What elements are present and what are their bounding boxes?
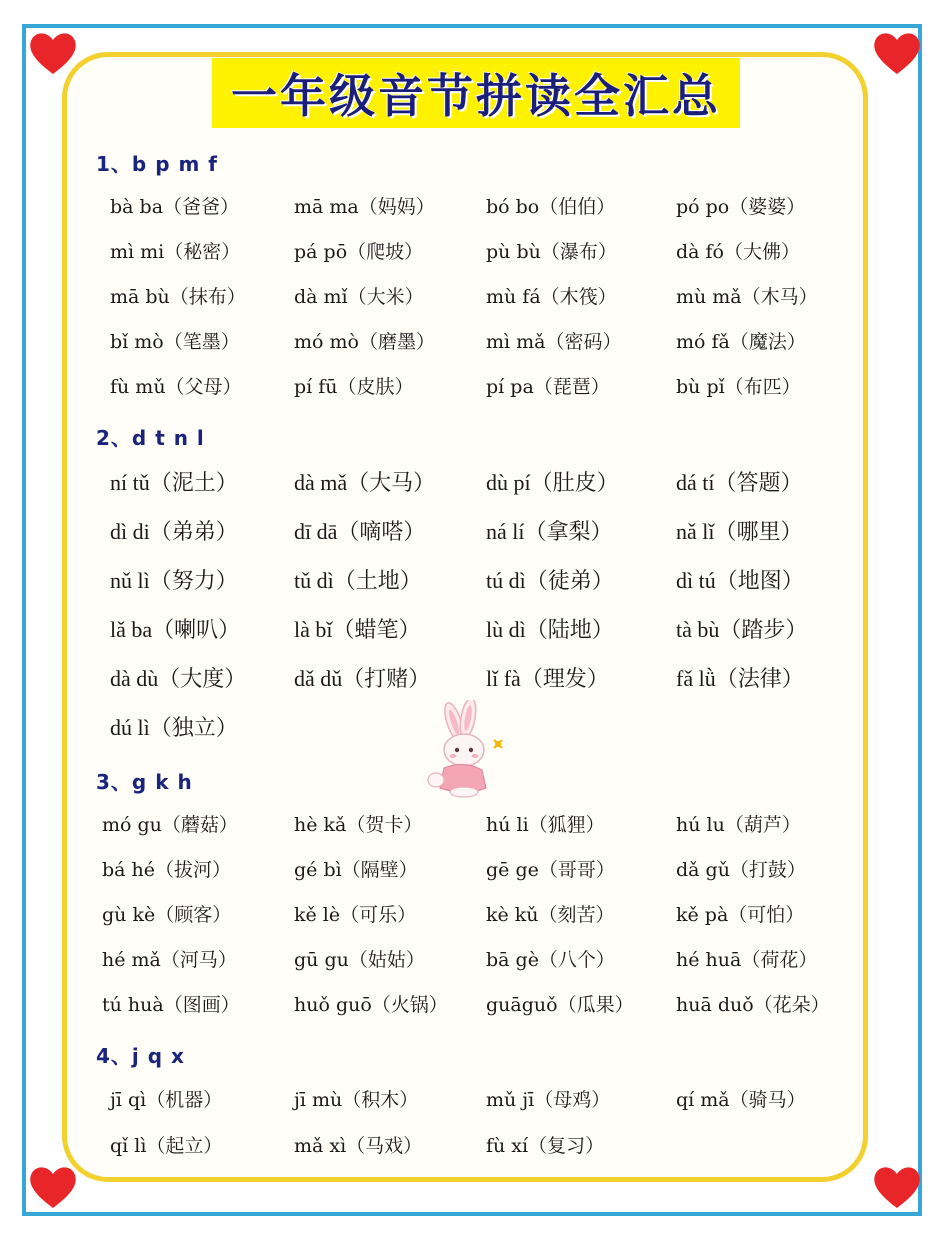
syllable-item: tà bù（踏步）: [676, 617, 808, 642]
syllable-item: dī dā（嘀嗒）: [294, 519, 426, 544]
syllable-item: mù fá（木筏）: [486, 286, 617, 308]
syllable-item: bó bo（伯伯）: [486, 196, 616, 218]
bunny-illustration: [420, 700, 512, 800]
syllable-row: [0, 282, 950, 312]
syllable-item: lǎ ba（喇叭）: [110, 617, 241, 642]
syllable-item: huǒ guō（火锅）: [294, 994, 448, 1016]
syllable-item: hé mǎ（河马）: [102, 949, 237, 971]
syllable-item: dá tí（答题）: [676, 470, 803, 495]
syllable-item: pí pa（琵琶）: [486, 376, 610, 398]
syllable-item: ná lí（拿梨）: [486, 519, 613, 544]
syllable-item: dǎ dǔ（打赌）: [294, 666, 431, 691]
syllable-item: dù pí（肚皮）: [486, 470, 619, 495]
syllable-item: fù xí（复习）: [486, 1135, 605, 1157]
syllable-item: dú lì（独立）: [110, 715, 238, 740]
syllable-row: [0, 468, 950, 498]
syllable-item: mó fǎ（魔法）: [676, 331, 806, 353]
syllable-item: fǎ lǜ（法律）: [676, 666, 804, 691]
syllable-item: gù kè（顾客）: [102, 904, 232, 926]
syllable-item: kě lè（可乐）: [294, 904, 417, 926]
syllable-item: mó gu（蘑菇）: [102, 814, 238, 836]
syllable-item: guāguǒ（瓜果）: [486, 994, 634, 1016]
syllable-item: hé huā（荷花）: [676, 949, 818, 971]
syllable-item: tú huà（图画）: [102, 994, 240, 1016]
syllable-item: mǔ jī（母鸡）: [486, 1089, 611, 1111]
syllable-item: gū gu（姑姑）: [294, 949, 425, 971]
syllable-item: pá pō（爬坡）: [294, 241, 424, 263]
syllable-item: jī qì（机器）: [110, 1089, 223, 1111]
syllable-row: [0, 810, 950, 840]
syllable-row: [0, 327, 950, 357]
syllable-item: pó po（婆婆）: [676, 196, 806, 218]
syllable-item: là bǐ（蜡笔）: [294, 617, 421, 642]
syllable-row: [0, 945, 950, 975]
syllable-item: pí fū（皮肤）: [294, 376, 414, 398]
syllable-item: mì mǎ（密码）: [486, 331, 622, 353]
syllable-item: nǔ lì（努力）: [110, 568, 238, 593]
syllable-item: dì tú（地图）: [676, 568, 804, 593]
heart-icon: [28, 1164, 78, 1210]
syllable-item: hú lu（葫芦）: [676, 814, 801, 836]
syllable-item: hú li（狐狸）: [486, 814, 605, 836]
syllable-item: tǔ dì（土地）: [294, 568, 422, 593]
syllable-item: bǐ mò（笔墨）: [110, 331, 240, 353]
syllable-item: kě pà（可怕）: [676, 904, 805, 926]
syllable-row: [0, 615, 950, 645]
section-heading: 1、b p m f: [96, 152, 218, 176]
syllable-item: ní tǔ（泥土）: [110, 470, 238, 495]
syllable-item: mó mò（磨墨）: [294, 331, 435, 353]
syllable-item: gé bì（隔壁）: [294, 859, 418, 881]
syllable-item: hè kǎ（贺卡）: [294, 814, 423, 836]
syllable-item: kè kǔ（刻苦）: [486, 904, 615, 926]
syllable-item: bù pǐ（布匹）: [676, 376, 801, 398]
section-heading: 4、j q x: [96, 1044, 185, 1068]
syllable-item: dà mǐ（大米）: [294, 286, 424, 308]
syllable-item: dà mǎ（大马）: [294, 470, 436, 495]
syllable-row: [0, 664, 950, 694]
page-title: 一年级音节拼读全汇总: [231, 69, 721, 123]
syllable-item: bà ba（爸爸）: [110, 196, 240, 218]
syllable-item: huā duǒ（花朵）: [676, 994, 830, 1016]
syllable-item: nǎ lǐ（哪里）: [676, 519, 803, 544]
syllable-row: [0, 517, 950, 547]
syllable-item: mì mi（秘密）: [110, 241, 241, 263]
syllable-item: mù mǎ（木马）: [676, 286, 818, 308]
syllable-item: fù mǔ（父母）: [110, 376, 242, 398]
syllable-row: [0, 372, 950, 402]
title-banner: [212, 58, 740, 128]
syllable-item: lǐ fà（理发）: [486, 666, 609, 691]
syllable-item: mā bù（抹布）: [110, 286, 246, 308]
syllable-item: dà dù（大度）: [110, 666, 247, 691]
syllable-item: tú dì（徒弟）: [486, 568, 614, 593]
syllable-item: gē ge（哥哥）: [486, 859, 615, 881]
heart-icon: [28, 30, 78, 76]
syllable-row: [0, 237, 950, 267]
syllable-item: mā ma（妈妈）: [294, 196, 435, 218]
syllable-row: [0, 900, 950, 930]
syllable-row: [0, 566, 950, 596]
section-heading: 3、g k h: [96, 770, 193, 794]
syllable-item: pù bù（瀑布）: [486, 241, 617, 263]
syllable-row: [0, 192, 950, 222]
syllable-item: dǎ gǔ（打鼓）: [676, 859, 806, 881]
section-heading: 2、d t n l: [96, 426, 205, 450]
syllable-item: lù dì（陆地）: [486, 617, 614, 642]
syllable-item: qí mǎ（骑马）: [676, 1089, 806, 1111]
heart-icon: [872, 30, 922, 76]
syllable-item: bá hé（拔河）: [102, 859, 232, 881]
syllable-row: [0, 990, 950, 1020]
syllable-row: [0, 855, 950, 885]
syllable-item: qǐ lì（起立）: [110, 1135, 223, 1157]
syllable-item: mǎ xì（马戏）: [294, 1135, 423, 1157]
heart-icon: [872, 1164, 922, 1210]
syllable-item: jī mù（积木）: [294, 1089, 419, 1111]
syllable-item: bā gè（八个）: [486, 949, 615, 971]
syllable-row: [0, 1131, 950, 1161]
syllable-item: dì di（弟弟）: [110, 519, 238, 544]
syllable-item: dà fó（大佛）: [676, 241, 801, 263]
syllable-row: [0, 1085, 950, 1115]
